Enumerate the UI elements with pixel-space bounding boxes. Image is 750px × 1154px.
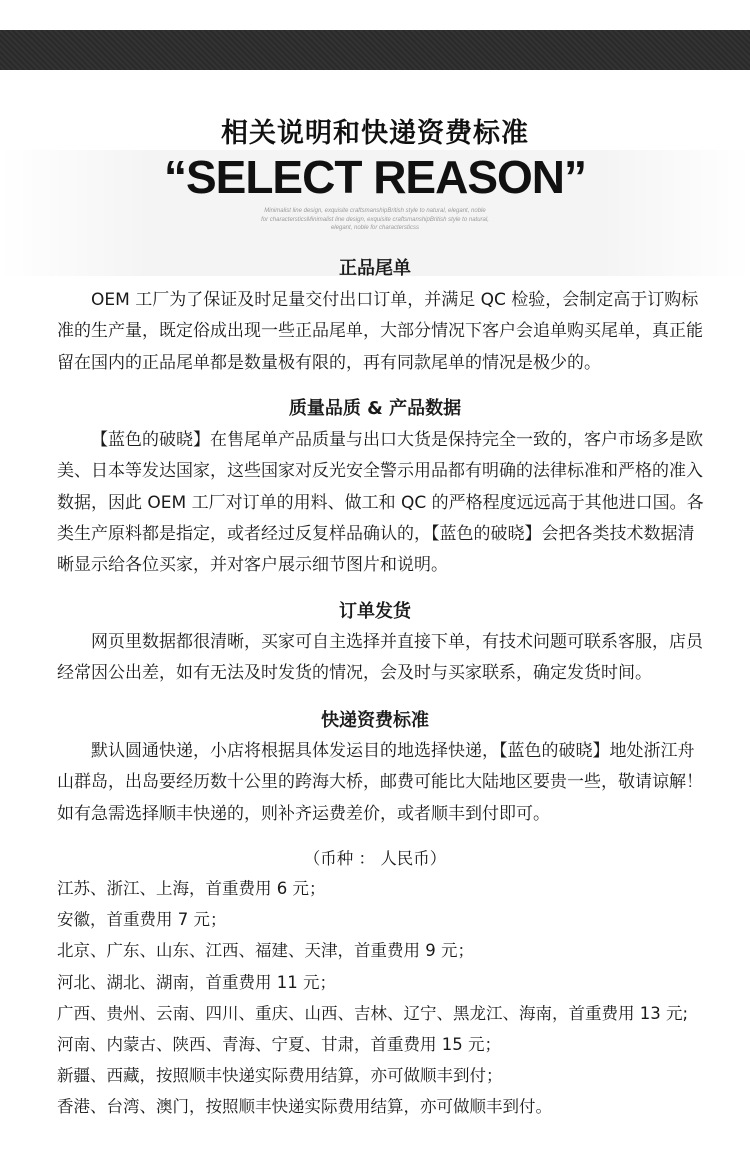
section-text-quality: 【蓝色的破晓】在售尾单产品质量与出口大货是保持完全一致的，客户市场多是欧美、日本等发达国家，这些国家对反光安全警示用品都有明确的法律标准和严格的准入数据，因此 OEM 工厂对订单的用料、做工和 QC 的严格程度远远高于其他进口国。各类生产原料都是指定，或者经过反复样品确认的，【蓝色的破晓】会把各类技术数据清晰显示给各位买家，并对客户展示细节图片和说明。 bbox=[57, 430, 704, 576]
rate-item: 新疆、西藏，按照顺丰快递实际费用结算，亦可做顺丰到付； bbox=[57, 1066, 503, 1086]
currency-label: （币种 ： 人民币） bbox=[303, 849, 447, 868]
rate-item: 北京、广东、山东、江西、福建、天津，首重费用 9 元； bbox=[57, 941, 474, 961]
page-title: 相关说明和快递资费标准 bbox=[221, 118, 529, 149]
section-text-genuine-tail: OEM 工厂为了保证及时足量交付出口订单，并满足 QC 检验，会制定高于订购标准的生产量，既定俗成出现一些正品尾单，大部分情况下客户会追单购买尾单，真正能留在国内的正品尾单都是数量极有限的，再有同款尾单的情况是极少的。 bbox=[57, 290, 703, 373]
select-reason-heading: “SELECT REASON” bbox=[163, 151, 587, 203]
rate-item: 河南、内蒙古、陕西、青海、宁夏、甘肃，首重费用 15 元； bbox=[57, 1035, 501, 1055]
shipping-rate-list bbox=[57, 873, 727, 1123]
section-text-order-shipping: 网页里数据都很清晰，买家可自主选择并直接下单，有技术问题可联系客服，店员经常因公出差，如有无法及时发货的情况，会及时与买家联系，确定发货时间。 bbox=[57, 632, 703, 684]
rate-item: 安徽，首重费用 7 元； bbox=[57, 910, 227, 930]
decorative-tagline: Minimalist line design, exquisite craftsmanshipBritish style to natural, elegant, noble for charactersticsMinimalist line design, exquisite craftsmanshipBritish style to natural, elegant, noble for charactersticss bbox=[261, 208, 489, 231]
top-banner-bar bbox=[0, 30, 750, 70]
rate-item: 河北、湖北、湖南，首重费用 11 元； bbox=[57, 972, 336, 992]
section-title-order-shipping: 订单发货 bbox=[339, 601, 411, 622]
section-text-express-fees: 默认圆通快递，小店将根据具体发运目的地选择快递，【蓝色的破晓】地处浙江舟山群岛，出岛要经历数十公里的跨海大桥，邮费可能比大陆地区要贵一些，敬请谅解！如有急需选择顺丰快递的，则补齐运费差价，或者顺丰到付即可。 bbox=[57, 741, 703, 824]
rate-item: 广西、贵州、云南、四川、重庆、山西、吉林、辽宁、黑龙江、海南，首重费用 13 元; bbox=[57, 1003, 689, 1023]
section-title-express-fees: 快递资费标准 bbox=[321, 710, 429, 731]
section-title-genuine-tail: 正品尾单 bbox=[339, 258, 411, 279]
section-title-quality: 质量品质 & 产品数据 bbox=[288, 398, 462, 419]
rate-item: 香港、台湾、澳门，按照顺丰快递实际费用结算，亦可做顺丰到付。 bbox=[57, 1097, 552, 1117]
rate-item: 江苏、浙江、上海，首重费用 6 元； bbox=[57, 879, 326, 898]
